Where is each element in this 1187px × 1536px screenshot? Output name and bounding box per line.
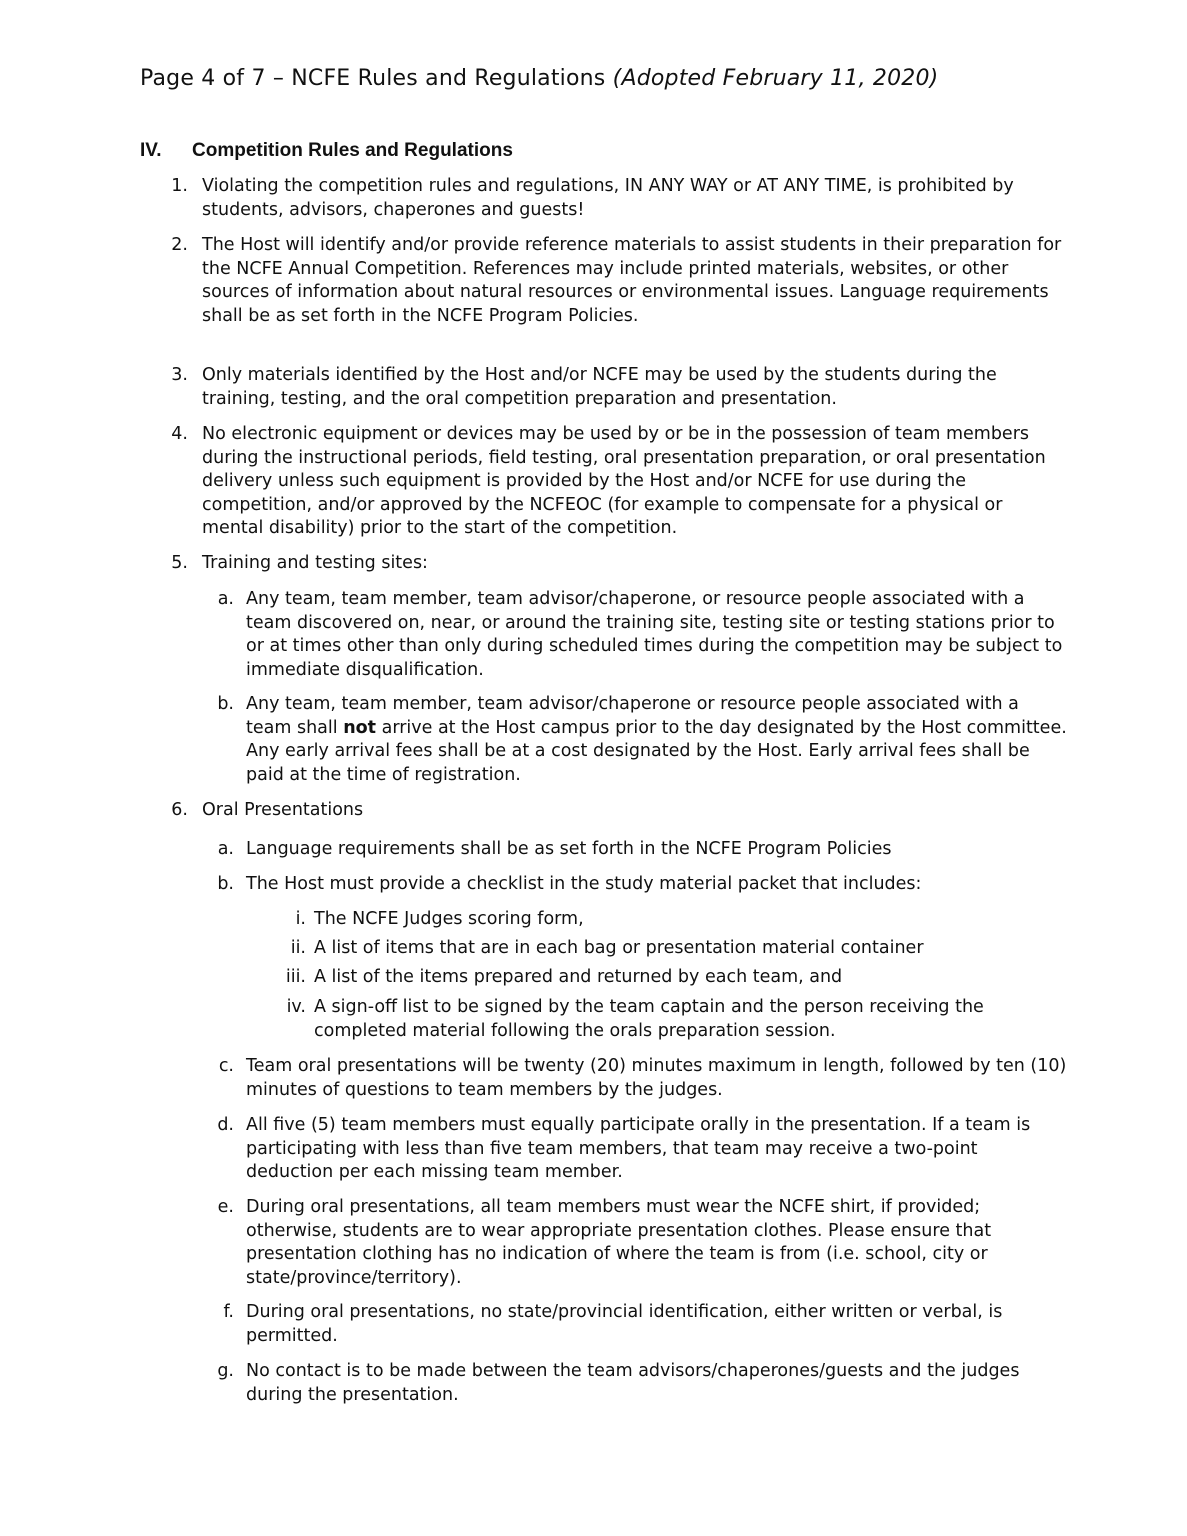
item-marker: 1. <box>171 176 188 196</box>
item-text <box>246 693 1068 787</box>
rule-item-6e <box>208 1196 1068 1290</box>
section-heading <box>140 140 513 162</box>
rule-item-2 <box>164 234 1064 328</box>
item-text: During oral presentations, all team members must wear the NCFE shirt, if provided; otherwise, students are to wear appropriate presentation clothes. Please ensure that presentation clothing has no indication of where the team is from (i.e. school, city or state/province/territory). <box>246 1197 992 1288</box>
item-marker: 4. <box>171 424 188 444</box>
rule-item-5b <box>208 693 1068 787</box>
item-text: The Host will identify and/or provide reference materials to assist students in their preparation for the NCFE Annual Competition. References may include printed materials, websites, or other sources of information about natural resources or environmental issues. Language requirements shall be as set forth in the NCFE Program Policies. <box>202 235 1062 326</box>
rule-item-4 <box>164 423 1064 541</box>
item-marker: d. <box>217 1115 234 1135</box>
item-text: No contact is to be made between the team advisors/chaperones/guests and the judges during the presentation. <box>246 1361 1020 1405</box>
rule-item-6b-iii <box>276 966 1066 990</box>
rule-item-6c <box>208 1055 1068 1102</box>
item-text: No electronic equipment or devices may be used by or be in the possession of team members during the instructional periods, field testing, oral presentation preparation, or oral presentation delivery unless such equipment is provided by the Host and/or NCFE for use during the competition, and/or approved by the NCFEOC (for example to compensate for a physical or mental disability) prior to the start of the competition. <box>202 424 1046 538</box>
page-header <box>140 66 938 91</box>
rule-item-6 <box>164 799 1064 823</box>
item-text: The Host must provide a checklist in the study material packet that includes: <box>246 874 922 894</box>
item-text: All five (5) team members must equally participate orally in the presentation. If a team is participating with less than five team members, that team may receive a two-point deduction per each missing team member. <box>246 1115 1031 1182</box>
item-marker: 2. <box>171 235 188 255</box>
header-title: Page 4 of 7 – NCFE Rules and Regulations <box>140 66 606 91</box>
item-text-before: Any team, team member, team advisor/chaperone or resource people associated with a team shall <box>246 694 1019 738</box>
item-text: A list of items that are in each bag or presentation material container <box>314 938 924 958</box>
item-marker: 5. <box>171 553 188 573</box>
item-marker: b. <box>217 694 234 714</box>
section-number: IV. <box>140 140 162 161</box>
item-text: Violating the competition rules and regulations, IN ANY WAY or AT ANY TIME, is prohibited by students, advisors, chaperones and guests! <box>202 176 1014 220</box>
item-marker: g. <box>217 1361 234 1381</box>
item-marker: 3. <box>171 365 188 385</box>
item-marker: a. <box>217 839 234 859</box>
item-text: Training and testing sites: <box>202 553 428 573</box>
item-marker: c. <box>218 1056 234 1076</box>
item-text: During oral presentations, no state/provincial identification, either written or verbal, is permitted. <box>246 1302 1003 1346</box>
item-text: The NCFE Judges scoring form, <box>314 909 584 929</box>
rule-item-5a <box>208 588 1068 682</box>
item-text: A sign-off list to be signed by the team captain and the person receiving the completed material following the orals preparation session. <box>314 997 984 1041</box>
rule-item-3 <box>164 364 1064 411</box>
item-marker: i. <box>295 909 306 929</box>
item-marker: e. <box>217 1197 234 1217</box>
rule-item-6g <box>208 1360 1068 1407</box>
item-marker: 6. <box>171 800 188 820</box>
item-text-after: arrive at the Host campus prior to the day designated by the Host committee. Any early arrival fees shall be at a cost designated by the Host. Early arrival fees shall be paid at the time of registration. <box>246 717 1067 785</box>
item-marker: ii. <box>290 938 306 958</box>
item-marker: b. <box>217 874 234 894</box>
rule-item-6b-ii <box>276 937 1066 961</box>
item-marker: iii. <box>285 967 306 987</box>
rule-item-6f <box>208 1301 1068 1348</box>
rule-item-6d <box>208 1114 1068 1185</box>
item-marker: f. <box>223 1302 234 1322</box>
item-text: A list of the items prepared and returned by each team, and <box>314 967 843 987</box>
rule-item-5 <box>164 552 1064 576</box>
item-text: Any team, team member, team advisor/chaperone, or resource people associated with a team discovered on, near, or around the training site, testing site or testing stations prior to or at times other than only during scheduled times during the competition may be subject to immediate disqualification. <box>246 589 1063 680</box>
emphasis-not: not <box>343 717 377 738</box>
rule-item-1 <box>164 175 1064 222</box>
item-text: Language requirements shall be as set forth in the NCFE Program Policies <box>246 839 892 859</box>
item-marker: a. <box>217 589 234 609</box>
header-adopted-date: (Adopted February 11, 2020) <box>612 66 939 91</box>
rule-item-6b-i <box>276 908 1066 932</box>
item-text: Team oral presentations will be twenty (20) minutes maximum in length, followed by ten (10) minutes of questions to team members by the judges. <box>246 1056 1067 1100</box>
section-title: Competition Rules and Regulations <box>192 140 513 161</box>
rule-item-6b-iv <box>276 996 1066 1043</box>
item-marker: iv. <box>286 997 306 1017</box>
rule-item-6b <box>208 873 1068 897</box>
item-text: Oral Presentations <box>202 800 364 820</box>
rule-item-6a <box>208 838 1068 862</box>
item-text: Only materials identified by the Host and/or NCFE may be used by the students during the training, testing, and the oral competition preparation and presentation. <box>202 365 997 409</box>
